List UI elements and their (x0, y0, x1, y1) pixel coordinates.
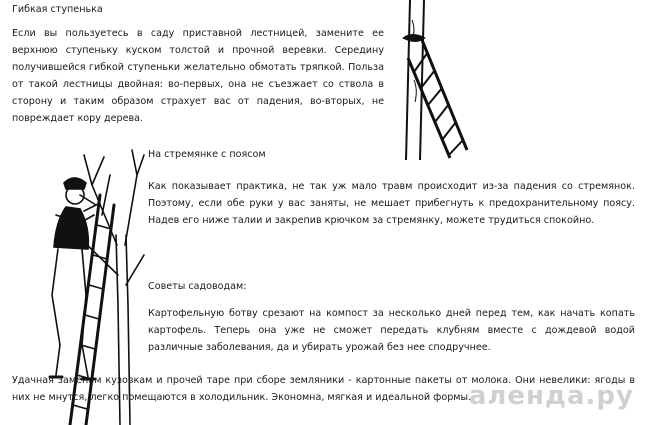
ladder-tree-illustration (392, 0, 477, 160)
tip-milk-cartons: Удачная заменам кузовкам и прочей таре при сборе земляники - картонные пакеты от молока. Они невелики: ягоды в них не мнутся, легко помещаются в холодильник. Экономна, мягкая и идеальной формы. (12, 375, 635, 403)
section-title-stepladder-belt: На стремянке с поясом (148, 149, 266, 160)
section-text-stepladder-belt: Как показывает практика, не так уж мало травм происходит из-за падения со стремянок. Поэтому, если обе руки у вас заняты, не мешает прибегнуть к предохранительному поясу. Надев его ниже талии и закрепив крючком за стремянку, можете трудиться спокойно. (148, 181, 635, 226)
site-watermark: аленда.ру (468, 381, 634, 411)
section-text-flexible-step: Если вы пользуетесь в саду приставной лестницей, замените ее верхнюю ступеньку куском толстой и прочной веревки. Середину получившейся гибкой ступеньки желательно обмотать тряпкой. Польза от такой лестницы двойная: во-первых, она не съезжает со ствола в сторону и таким образом страхует вас от падения, во-вторых, не повреждает кору дерева. (12, 28, 384, 124)
section-title-flexible-step: Гибкая ступенька (12, 4, 103, 15)
tip-potato-tops: Картофельную ботву срезают на компост за несколько дней перед тем, как начать копать картофель. Теперь она уже не сможет передать клубням вместе с дождевой водой различные заболевания, да и убирать урожай без нее сподручнее. (148, 308, 635, 353)
section-title-garden-tips: Советы садоводам: (148, 281, 247, 292)
